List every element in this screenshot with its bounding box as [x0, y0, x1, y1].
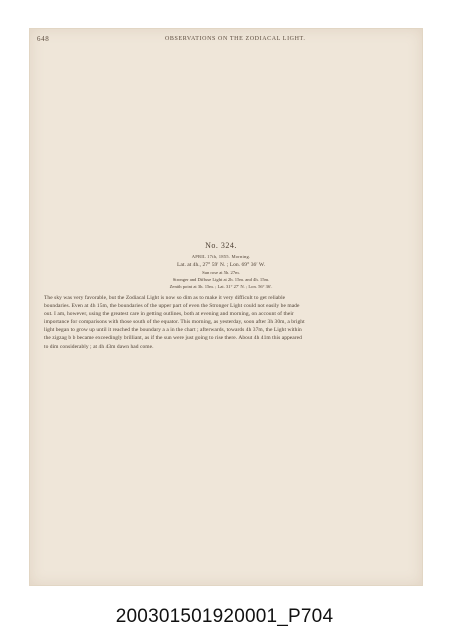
- body-line: to dim considerably ; at 4h 43m dawn had come.: [44, 343, 154, 350]
- meta-line-sunrise: Sun rose at 5h. 27m.: [202, 270, 240, 275]
- observation-entry: [38, 241, 404, 351]
- archive-id-caption: 200301501920001_P704: [115, 606, 334, 627]
- entry-date: APRIL 17th, 1855. Morning.: [191, 254, 251, 259]
- body-line: The sky was very favorable, but the Zodiacal Light is now so dim as to make it very difficult to get reliable: [44, 295, 286, 301]
- body-line: boundaries. Even at 4h 15m, the boundaries of the upper part of even the Stronger Light could not easily be made: [44, 303, 300, 310]
- running-head: [30, 35, 422, 45]
- meta-line-position: Lat. at 4h., 27° 59′ N. ; Lon. 69° 36′ W.: [176, 262, 266, 268]
- meta-line-light: Stronger and Diffuse Light at 2h. 15m. and 4h. 15m.: [172, 277, 270, 282]
- page-number: 648: [37, 35, 50, 43]
- body-line: importance for comparisons with those south of the equator. This morning, as yesterday, soon after 3h 30m, a bright: [44, 319, 305, 326]
- meta-line-zenith: Zenith point at 3h. 15m. ; Lat. 31° 27′ N. ; Lon. 56° 36′.: [169, 284, 273, 289]
- entry-meta: [38, 262, 404, 290]
- body-line: the zigzag b b became exceedingly brilliant, as if the sun were just going to rise there. About 4h 41m this appeared: [44, 335, 302, 342]
- body-paragraph: [38, 294, 404, 351]
- body-line: out. I am, however, using the greatest care in getting outlines, both at evening and morning, on account of their: [44, 311, 294, 318]
- entry-title: No. 324.: [205, 241, 237, 250]
- running-head-title: OBSERVATIONS ON THE ZODIACAL LIGHT.: [165, 36, 306, 42]
- body-line: light began to grow up until it reached the boundary a a in the chart ; afterwards, towards 4h 37m, the Light within: [44, 327, 302, 334]
- document-page: [29, 28, 423, 586]
